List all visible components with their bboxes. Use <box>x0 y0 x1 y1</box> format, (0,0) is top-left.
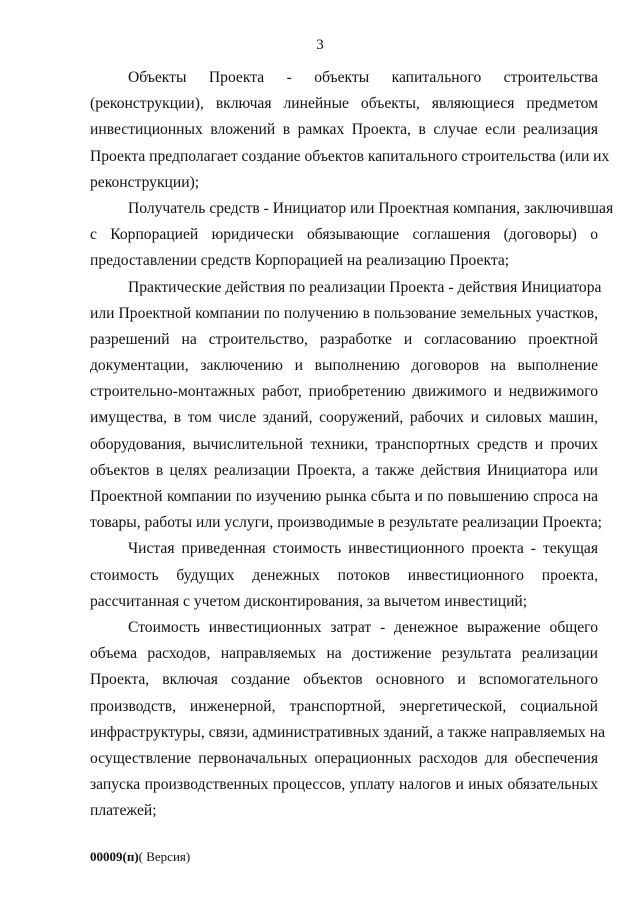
footer-version: ( Версия) <box>138 849 191 864</box>
paragraph-practical-actions <box>90 275 602 537</box>
paragraph-line: оборудования, вычислительной техники, транспортных средств и прочих <box>90 435 598 453</box>
paragraph-line: Проектной компании по изучению рынка сбыта и по повышению спроса на <box>90 488 598 505</box>
paragraph-line: (реконструкции), включая линейные объекты, являющиеся предметом <box>90 95 598 113</box>
paragraph-line: Получатель средств - Инициатор или Проектная компания, заключившая <box>128 199 614 217</box>
paragraph-investment-costs <box>90 615 606 825</box>
paragraph-line: объема расходов, направляемых на достижение результата реализации <box>90 645 598 663</box>
paragraph-line: объектов в целях реализации Проекта, а также действия Инициатора или <box>90 461 598 479</box>
paragraph-line: платежей; <box>90 802 157 820</box>
paragraph-line: рассчитанная с учетом дисконтирования, за вычетом инвестиций; <box>90 592 528 610</box>
paragraph-line: документации, заключению и выполнению договоров на выполнение <box>90 357 598 375</box>
paragraph-line: товары, работы или услуги, производимые в результате реализации Проекта; <box>90 514 602 532</box>
paragraph-line: запуска производственных процессов, уплату налогов и иных обязательных <box>90 776 598 794</box>
paragraph-net-present-value <box>90 536 598 615</box>
paragraph-line: предоставлении средств Корпорацией на реализацию Проекта; <box>90 252 510 270</box>
paragraph-line: строительно-монтажных работ, приобретению движимого и недвижимого <box>90 383 598 401</box>
paragraph-line: с Корпорацией юридически обязывающие соглашения (договоры) о <box>90 226 598 244</box>
paragraph-line: реконструкции); <box>90 173 200 191</box>
footer-code: 00009(п) <box>90 849 139 864</box>
footer-document-code <box>90 849 190 865</box>
paragraph-line: Стоимость инвестиционных затрат - денежное выражение общего <box>128 618 598 636</box>
paragraph-line: стоимость будущих денежных потоков инвестиционного проекта, <box>90 566 598 584</box>
paragraph-line: инфраструктуры, связи, административных зданий, а также направляемых на <box>90 723 606 741</box>
paragraph-line: инвестиционных вложений в рамках Проекта, в случае если реализация <box>90 121 598 139</box>
paragraph-line: разрешений на строительство, разработке и согласованию проектной <box>90 330 598 348</box>
page-number: 3 <box>316 37 324 53</box>
paragraph-line: или Проектной компании по получению в пользование земельных участков, <box>90 304 598 322</box>
paragraph-line: Проекта, включая создание объектов основного и вспомогательного <box>90 671 598 689</box>
paragraph-line: Объекты Проекта - объекты капитального строительства <box>128 69 598 86</box>
paragraph-line: Практические действия по реализации Проекта - действия Инициатора <box>128 278 602 296</box>
document-body <box>90 65 614 824</box>
paragraph-line: Чистая приведенная стоимость инвестиционного проекта - текущая <box>128 540 598 558</box>
paragraph-line: имущества, в том числе зданий, сооружений, рабочих и силовых машин, <box>90 409 598 427</box>
paragraph-line: осуществление первоначальных операционных расходов для обеспечения <box>90 749 598 767</box>
paragraph-funds-recipient <box>90 196 614 275</box>
paragraph-project-objects <box>90 65 610 196</box>
paragraph-line: Проекта предполагает создание объектов капитального строительства (или их <box>90 147 610 165</box>
paragraph-line: производств, инженерной, транспортной, энергетической, социальной <box>90 697 598 715</box>
